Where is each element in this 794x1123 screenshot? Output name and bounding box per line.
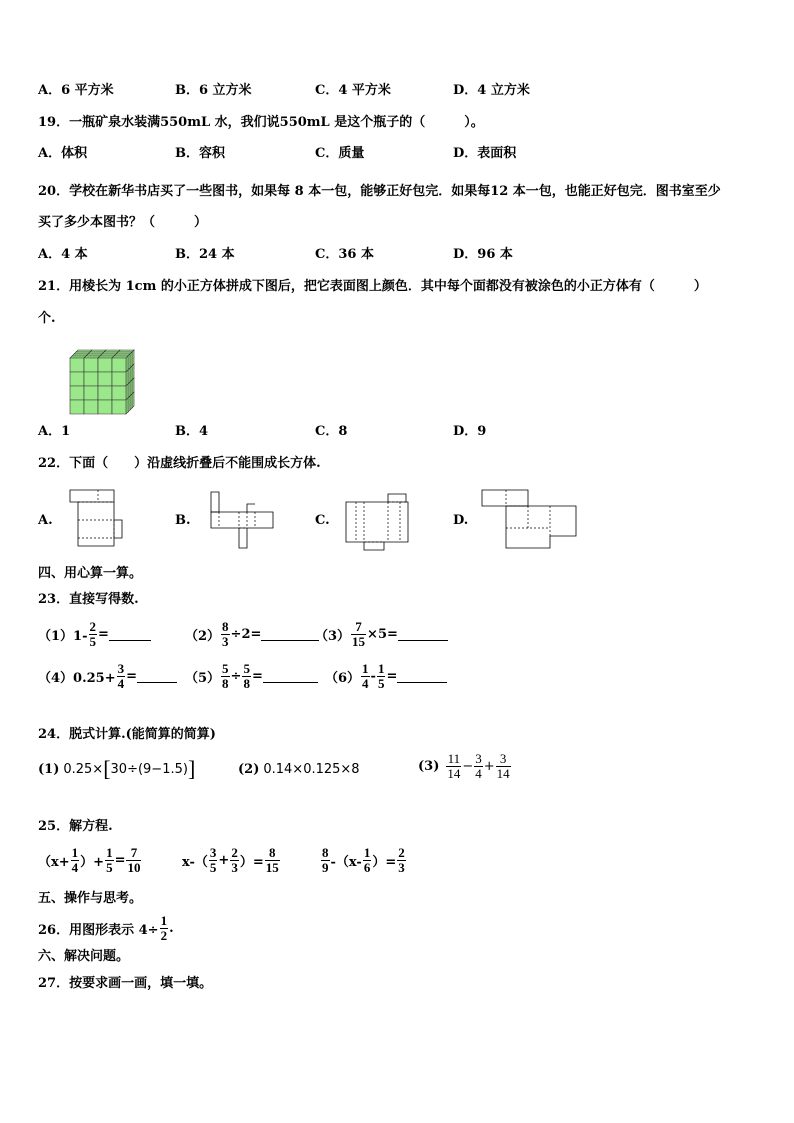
cube-figure <box>68 350 138 416</box>
q23-answer-blank-5[interactable] <box>263 670 318 683</box>
q22-label-c: C. <box>315 513 330 528</box>
left-square-bracket: [ <box>103 756 111 781</box>
q23-item-5-fraction-a: $\frac{5}{8}$ <box>222 661 229 691</box>
q20-question-line1: 20．学校在新华书店买了一些图书，如果每 8 本一包，能够正好包完．如果每12 本一包，也能正好包完．图书室至少 <box>38 184 721 199</box>
q23-item-4-fraction: $\frac{3}{4}$ <box>117 661 125 691</box>
q23-item-3-fraction: $\frac{7}{15}$ <box>352 619 366 649</box>
cube-front-cell <box>112 386 126 400</box>
cube-front-cell <box>112 372 126 386</box>
q23-answer-blank-6[interactable] <box>397 670 447 683</box>
q24-fraction-1: $\frac{11}{14}$ <box>447 751 461 781</box>
q23-item-6-fraction-b: $\frac{1}{5}$ <box>377 661 385 691</box>
q25-equation-1: （x+ $\frac{1}{4}$ ）+ $\frac{1}{5}$ = $\frac{7}{10}$ <box>38 845 141 875</box>
q23-answer-blank-2[interactable] <box>261 628 319 641</box>
q25-equation-3: $\frac{8}{9}$ -（x- $\frac{1}{6}$ ）= $\frac{2}{3}$ <box>322 845 405 875</box>
q24-problem-3: (3) $\frac{11}{14}$ − $\frac{3}{4}$ + $\frac{3}{14}$ <box>418 751 510 781</box>
q26-question: 26．用图形表示 4÷ $\frac{1}{2}$ . <box>38 913 174 943</box>
cube-front-cell <box>70 372 84 386</box>
q19-option-d: D．表面积 <box>453 146 517 161</box>
cube-front-cell <box>112 400 126 414</box>
q22-label-d: D. <box>453 513 469 528</box>
cube-side-cell <box>130 394 132 410</box>
q18-option-d: D．4 立方米 <box>453 83 530 98</box>
cube-side-cell <box>126 398 128 414</box>
q20-option-c: C．36 本 <box>315 247 374 262</box>
q24-problem-1: (1) 0.25× [ 30÷(9−1.5) ] <box>38 756 196 781</box>
cube-front-cell <box>70 400 84 414</box>
q23-item-2: （2） $\frac{8}{3}$ ÷2= <box>185 620 319 649</box>
q23-item-6-fraction-a: $\frac{1}{4}$ <box>362 661 369 691</box>
right-square-bracket: ] <box>187 756 196 781</box>
q21-question-line2: 个. <box>38 311 56 326</box>
q19-option-c: C．质量 <box>315 146 365 161</box>
q21-option-d: D．9 <box>453 424 487 439</box>
cube-side-cell <box>130 366 132 382</box>
q23-answer-blank-4[interactable] <box>137 670 177 683</box>
q18-option-a: A．6 平方米 <box>38 83 114 98</box>
q20-option-d: D．96 本 <box>453 247 513 262</box>
q23-item-1-idx: （1）1- <box>38 629 88 644</box>
cube-front-cell <box>84 372 98 386</box>
cube-front-cell <box>112 358 126 372</box>
net-a-diagram <box>68 490 128 550</box>
q21-option-a: A．1 <box>38 424 71 439</box>
q23-answer-blank-1[interactable] <box>109 628 151 641</box>
cube-side-cell <box>130 352 132 368</box>
q23-item-5-fraction-b: $\frac{5}{8}$ <box>243 661 250 691</box>
q19-option-b: B．容积 <box>175 146 225 161</box>
q27-question: 27．按要求画一画，填一填。 <box>38 976 213 991</box>
q23-title: 23．直接写得数. <box>38 592 139 607</box>
q23-item-5: （5） $\frac{5}{8}$ ÷ $\frac{5}{8}$ = <box>185 662 318 691</box>
q23-item-6: （6） $\frac{1}{4}$ - $\frac{1}{5}$ = <box>325 662 447 691</box>
q23-answer-blank-3[interactable] <box>398 628 448 641</box>
net-c-diagram <box>344 490 414 554</box>
q19-option-a: A．体积 <box>38 146 88 161</box>
q18-option-b: B．6 立方米 <box>175 83 252 98</box>
section5-heading: 五、操作与思考。 <box>38 891 143 906</box>
cube-side-cell <box>126 384 128 400</box>
cube-front-cell <box>70 386 84 400</box>
q18-option-c: C．4 平方米 <box>315 83 391 98</box>
cube-side-cell <box>128 354 130 370</box>
q25-equation-2: x-（ $\frac{3}{5}$ + $\frac{2}{3}$ ）= $\frac{8}{15}$ <box>182 845 279 875</box>
q24-problem-2: (2) 0.14×0.125×8 <box>238 762 360 777</box>
q20-question-line2: 买了多少本图书？（ ） <box>38 215 208 230</box>
q21-question-line1: 21．用棱长为 1cm 的小正方体拼成下图后，把它表面图上颜色．其中每个面都没有被涂色的小正方体有（ ） <box>38 279 707 294</box>
q21-option-b: B．4 <box>175 424 209 439</box>
q24-fraction-2: $\frac{3}{4}$ <box>475 751 482 781</box>
q21-option-c: C．8 <box>315 424 348 439</box>
cube-side-cell <box>128 368 130 384</box>
cube-side-cell <box>126 370 128 386</box>
q20-option-b: B．24 本 <box>175 247 235 262</box>
q24-title: 24．脱式计算.(能简算的简算) <box>38 727 216 742</box>
q22-label-a: A. <box>38 513 53 528</box>
q22-question: 22．下面（ ）沿虚线折叠后不能围成长方体. <box>38 456 321 471</box>
section6-heading: 六、解决问题。 <box>38 949 130 964</box>
section4-heading: 四、用心算一算。 <box>38 566 143 581</box>
q19-question: 19．一瓶矿泉水装满550mL 水，我们说550mL 是这个瓶子的（ ）。 <box>38 115 484 130</box>
cube-side-cell <box>130 380 132 396</box>
q23-item-2-fraction: $\frac{8}{3}$ <box>222 619 229 649</box>
cube-side-cell <box>128 396 130 412</box>
q23-item-4: （4）0.25+ $\frac{3}{4}$ = <box>38 662 177 691</box>
net-b-diagram <box>205 490 280 552</box>
cube-side-cell <box>128 382 130 398</box>
q22-label-b: B. <box>175 513 191 528</box>
net-d-diagram <box>480 488 580 552</box>
cube-front-cell <box>70 358 84 372</box>
cube-front-cell <box>98 400 112 414</box>
cube-front-cell <box>98 386 112 400</box>
cube-side-cell <box>126 356 128 372</box>
q23-item-1: （1）1- $\frac{2}{5}$ = <box>38 620 151 649</box>
cube-front-cell <box>84 400 98 414</box>
cube-front-cell <box>84 358 98 372</box>
q25-title: 25．解方程. <box>38 819 113 834</box>
q20-option-a: A．4 本 <box>38 247 88 262</box>
cube-front-cell <box>84 386 98 400</box>
cube-front-cell <box>98 358 112 372</box>
q24-fraction-3: $\frac{3}{14}$ <box>496 751 510 781</box>
q23-item-1-fraction: $\frac{2}{5}$ <box>89 619 96 649</box>
cube-front-cell <box>98 372 112 386</box>
q23-item-3: （3） $\frac{7}{15}$ ×5= <box>315 620 448 649</box>
